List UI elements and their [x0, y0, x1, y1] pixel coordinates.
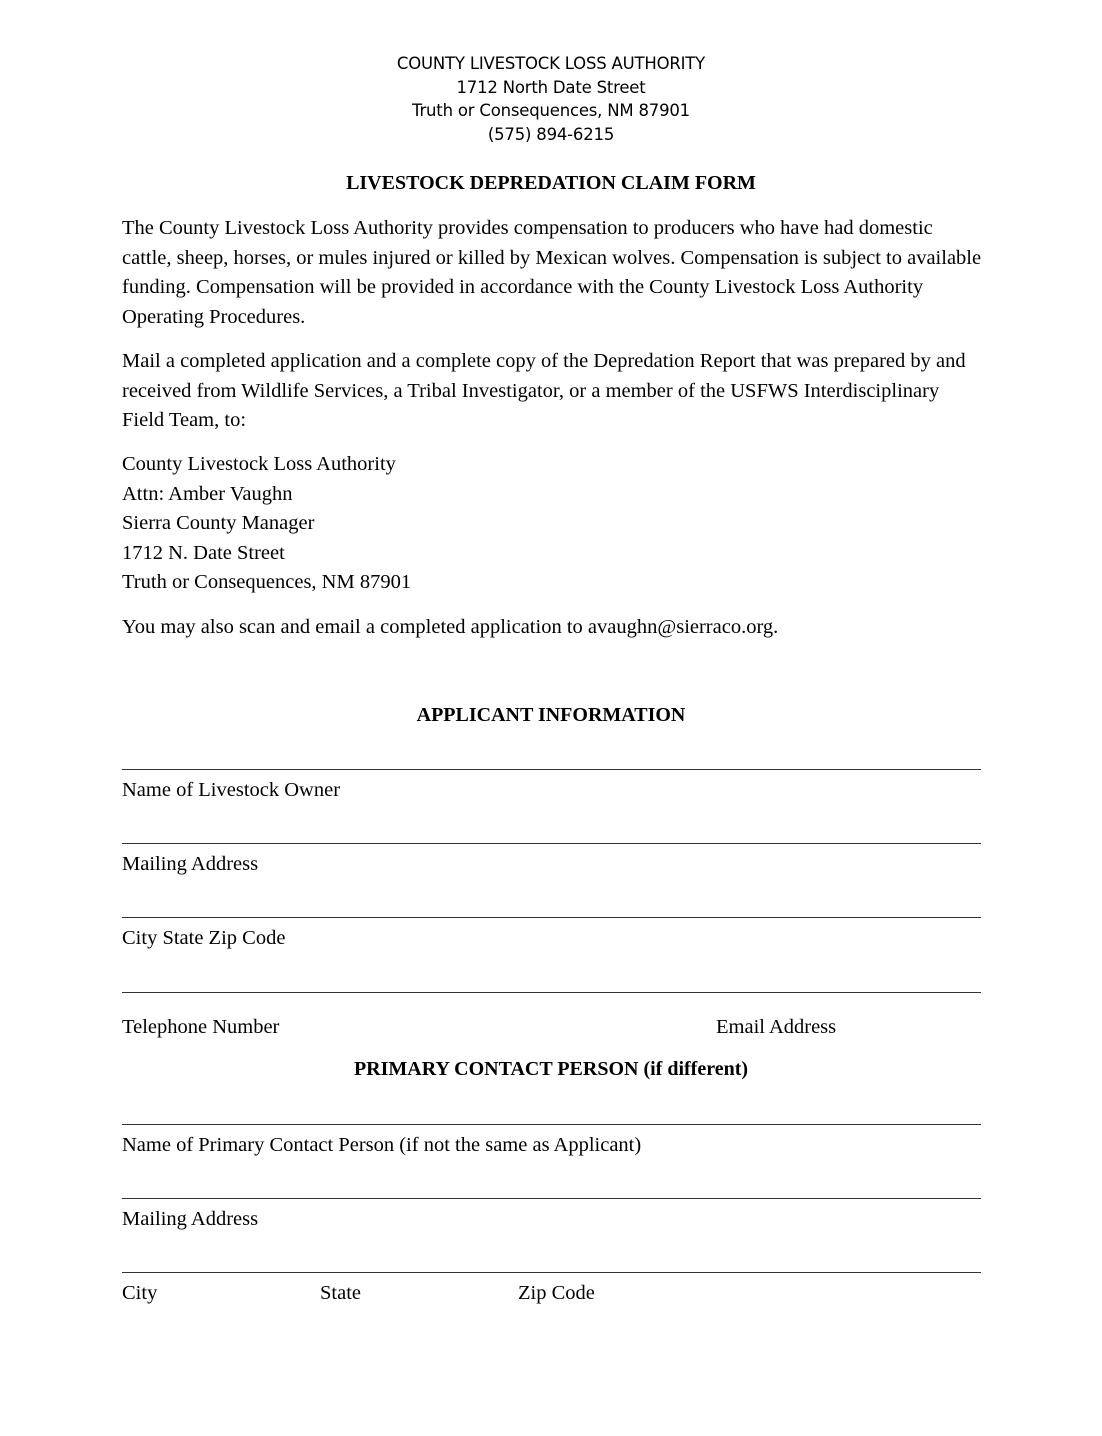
letterhead: [0, 52, 1102, 146]
contact-zip-label: Zip Code: [518, 1282, 595, 1304]
contact-mailing-address-label: Mailing Address: [122, 1208, 259, 1230]
telephone-label: Telephone Number: [122, 1016, 280, 1038]
mailing-address-line: Attn: Amber Vaughn: [122, 482, 293, 505]
contact-name-field[interactable]: [122, 1124, 981, 1125]
intro-paragraph: The County Livestock Loss Authority provides compensation to producers who have had domestic cattle, sheep, horses, or mules injured or killed by Mexican wolves. Compensation is subject to available funding. Compensation will be provided in accordance with the County Livestock Loss Authority Operating Procedures.: [122, 217, 982, 328]
contact-city-label: City: [122, 1282, 158, 1304]
letterhead-org: COUNTY LIVESTOCK LOSS AUTHORITY: [396, 54, 706, 73]
email-label: Email Address: [716, 1016, 837, 1038]
owner-name-field[interactable]: [122, 769, 981, 770]
contact-name-label: Name of Primary Contact Person (if not the same as Applicant): [122, 1134, 642, 1156]
letterhead-city: Truth or Consequences, NM 87901: [412, 101, 690, 120]
applicant-city-state-zip-field[interactable]: [122, 917, 981, 918]
mailing-address-line: 1712 N. Date Street: [122, 541, 285, 564]
letterhead-phone: (575) 894-6215: [487, 124, 615, 144]
applicant-city-state-zip-label: City State Zip Code: [122, 927, 286, 949]
applicant-mailing-address-label: Mailing Address: [122, 853, 259, 875]
contact-city-state-zip-field[interactable]: [122, 1272, 981, 1273]
mailing-address-line: Truth or Consequences, NM 87901: [122, 571, 412, 594]
owner-name-label: Name of Livestock Owner: [122, 779, 341, 801]
applicant-section-heading: APPLICANT INFORMATION: [416, 704, 686, 726]
contact-state-label: State: [320, 1282, 361, 1304]
mailing-address-line: Sierra County Manager: [122, 512, 315, 535]
mail-paragraph: Mail a completed application and a complete copy of the Depredation Report that was prepared by and received from Wildlife Services, a Tribal Investigator, or a member of the USFWS Interdisciplinary Field Team, to:: [122, 350, 966, 432]
applicant-mailing-address-field[interactable]: [122, 843, 981, 844]
form-title: LIVESTOCK DEPREDATION CLAIM FORM: [346, 172, 756, 194]
contact-section-heading: PRIMARY CONTACT PERSON (if different): [353, 1058, 749, 1080]
mailing-address-block: [122, 450, 982, 598]
letterhead-street: 1712 North Date Street: [456, 77, 646, 97]
telephone-email-field[interactable]: [122, 992, 981, 993]
mailing-address-line: County Livestock Loss Authority: [122, 453, 396, 475]
email-note: You may also scan and email a completed application to avaughn@sierraco.org.: [122, 616, 779, 638]
contact-mailing-address-field[interactable]: [122, 1198, 981, 1199]
